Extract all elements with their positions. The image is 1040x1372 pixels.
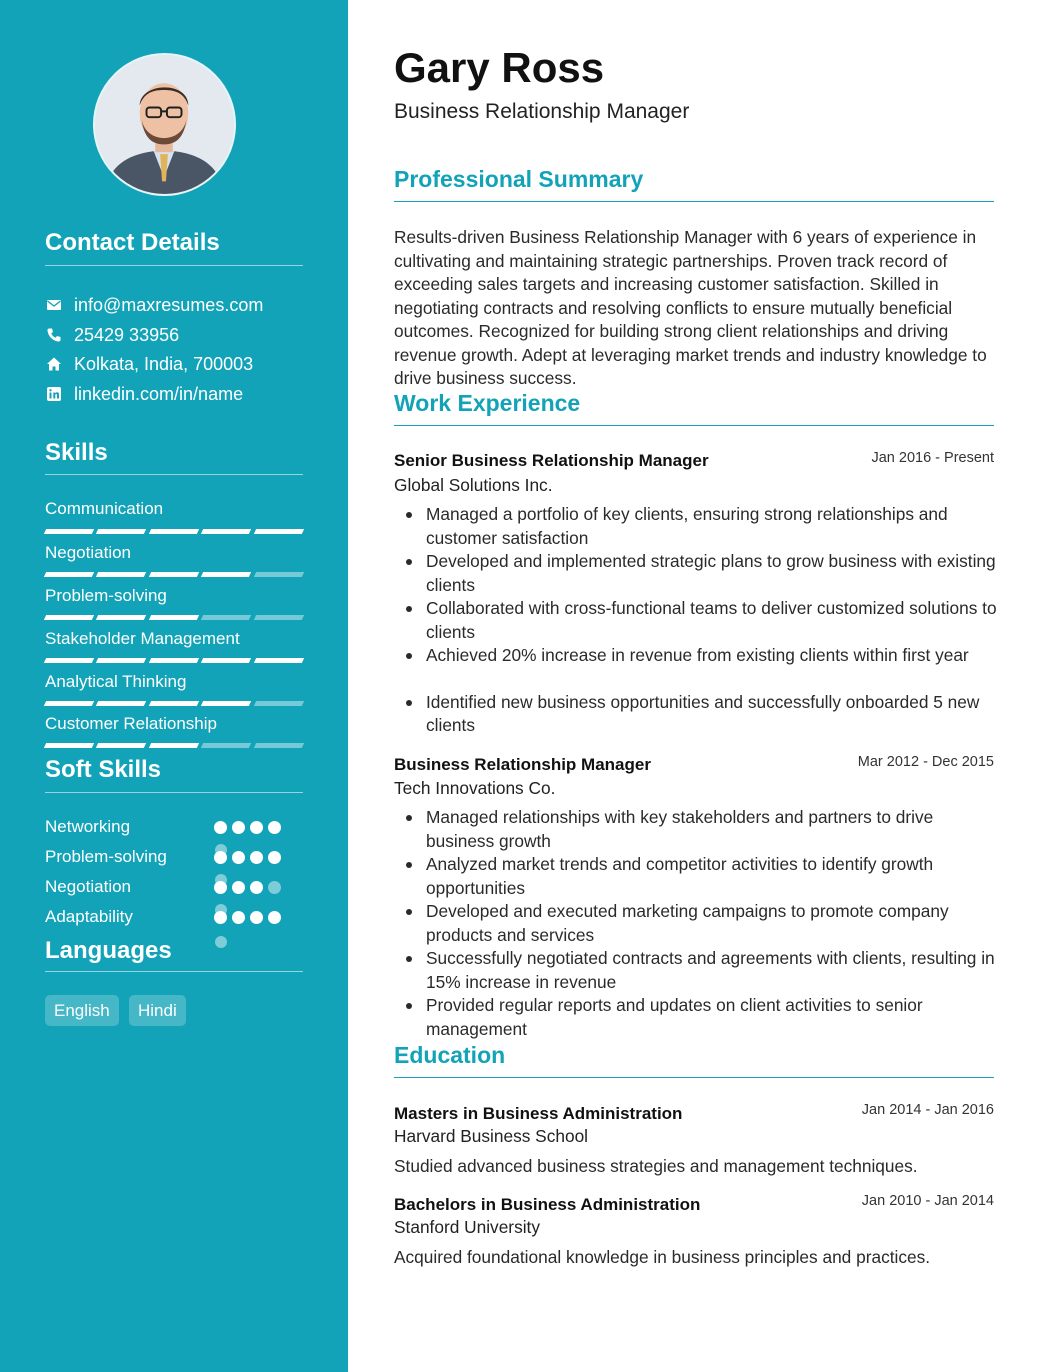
skill-level-segment [201,743,252,748]
education-heading: Education [394,1042,506,1068]
list-item: Managed relationships with key stakeholders and partners to drive business growth [426,806,998,853]
list-item: Collaborated with cross-functional teams to deliver customized solutions to clients [426,597,998,644]
list-item: Successfully negotiated contracts and agreements with clients, resulting in 15% increase in revenue [426,947,998,994]
skill-level-segment [149,615,200,620]
skill-level-segment [201,615,252,620]
skill-level-segment [96,658,147,663]
skill-level-segment [201,529,252,534]
skill-level-segment [96,701,147,706]
list-item: Identified new business opportunities and successfully onboarded 5 new clients [426,691,998,738]
person-photo-icon [95,55,234,194]
job-company: Global Solutions Inc. [394,475,553,495]
degree-dates: Jan 2014 - Jan 2016 [861,1102,994,1118]
job-bullets [426,806,998,1041]
school-name: Harvard Business School [394,1126,589,1146]
soft-skills-heading: Soft Skills [45,756,162,783]
soft-skills-divider [45,792,303,793]
rating-dot [232,881,245,894]
summary-text: Results-driven Business Relationship Manager with 6 years of experience in cultivating and maintaining strategic partnerships. Proven track record of exceeding sales targets and increasing customer satisfaction. Skilled in negotiating contracts and resolving conflicts to ensure mutually beneficial outcomes. Recognized for building strong client relationships and driving revenue growth. Adept at leveraging market trends and industry knowledge to drive business success. [394,227,987,388]
skill-level-bar [45,701,303,707]
skill-level-segment [44,743,95,748]
rating-dot [250,881,263,894]
rating-dot [250,911,263,924]
experience-heading: Work Experience [394,390,581,416]
summary-divider [394,201,994,202]
main-content [348,0,1040,1372]
rating-overflow-dot [215,904,227,916]
list-item: Achieved 20% increase in revenue from existing clients within first year [426,644,998,668]
skill-level-bar [45,658,303,664]
skill-level-segment [253,572,304,577]
rating-dot [232,911,245,924]
linkedin-icon [45,385,63,403]
skill-level-segment [253,658,304,663]
candidate-name: Gary Ross [394,44,605,91]
skill-level-segment [96,572,147,577]
degree-dates: Jan 2010 - Jan 2014 [861,1193,994,1209]
contact-linkedin[interactable] [45,383,243,405]
rating-overflow-dot [215,844,227,856]
summary-heading: Professional Summary [394,166,644,192]
skill-level-segment [253,701,304,706]
candidate-role: Business Relationship Manager [394,100,690,123]
rating-dot [214,821,227,834]
contact-linkedin-text: linkedin.com/in/name [74,383,244,404]
degree-title: Masters in Business Administration [394,1104,683,1123]
rating-dot [232,851,245,864]
contact-divider [45,265,303,266]
job-dates: Mar 2012 - Dec 2015 [857,754,994,770]
language-chip: Hindi [129,995,186,1026]
contact-email-text: info@maxresumes.com [74,294,264,315]
list-item: Developed and executed marketing campaigns to promote company products and services [426,900,998,947]
job-bullets [426,503,998,738]
contact-address [45,353,253,375]
skill-name: Customer Relationship [45,714,217,733]
skill-level-segment [44,529,95,534]
skill-name: Analytical Thinking [45,672,187,691]
languages-divider [45,971,303,972]
contact-heading: Contact Details [45,229,220,256]
sidebar [0,0,348,1372]
phone-icon [45,326,63,344]
skill-level-segment [253,743,304,748]
soft-skill-name: Problem-solving [45,847,167,866]
rating-overflow-dot [215,874,227,886]
skill-level-bar [45,529,303,535]
language-chip: English [45,995,119,1026]
soft-skill-name: Negotiation [45,877,132,896]
rating-dot [268,821,281,834]
degree-title: Bachelors in Business Administration [394,1195,701,1214]
skill-level-bar [45,743,303,749]
rating-dot [250,821,263,834]
soft-skill-name: Networking [45,817,131,836]
skill-level-segment [96,615,147,620]
list-item: Provided regular reports and updates on client activities to senior management [426,994,998,1041]
skills-divider [45,474,303,475]
skill-level-segment [149,743,200,748]
skill-level-segment [44,572,95,577]
job-title: Senior Business Relationship Manager [394,451,709,470]
list-item: Analyzed market trends and competitor activities to identify growth opportunities [426,853,998,900]
skill-level-segment [44,658,95,663]
skill-level-bar [45,572,303,578]
skill-level-segment [44,701,95,706]
skill-name: Problem-solving [45,586,167,605]
degree-description: Acquired foundational knowledge in business principles and practices. [394,1247,931,1267]
skill-level-segment [201,572,252,577]
skill-level-segment [253,529,304,534]
skill-level-bar [45,615,303,621]
soft-skill-rating [214,821,281,834]
rating-overflow-dot [215,936,227,948]
job-dates: Jan 2016 - Present [871,450,994,466]
home-icon [45,355,63,373]
school-name: Stanford University [394,1217,540,1237]
skill-level-segment [96,529,147,534]
contact-phone-text: 25429 33956 [74,324,180,345]
list-item: Managed a portfolio of key clients, ensuring strong relationships and customer satisfaction [426,503,998,550]
skill-level-segment [149,572,200,577]
rating-dot [250,851,263,864]
job-title: Business Relationship Manager [394,755,651,774]
skill-level-segment [96,743,147,748]
profile-photo [93,53,236,196]
rating-dot [268,911,281,924]
education-divider [394,1077,994,1078]
rating-dot [268,881,281,894]
rating-dot [268,851,281,864]
skill-level-segment [44,615,95,620]
soft-skill-name: Adaptability [45,907,133,926]
skill-level-segment [149,529,200,534]
contact-email[interactable] [45,294,263,316]
experience-divider [394,425,994,426]
skill-level-segment [201,658,252,663]
skill-level-segment [149,658,200,663]
skills-heading: Skills [45,439,108,466]
skill-level-segment [201,701,252,706]
skill-level-segment [253,615,304,620]
languages-heading: Languages [45,937,172,964]
list-item: Developed and implemented strategic plans to grow business with existing clients [426,550,998,597]
rating-dot [232,821,245,834]
skill-name: Stakeholder Management [45,629,240,648]
degree-description: Studied advanced business strategies and management techniques. [394,1156,918,1176]
skill-name: Communication [45,499,164,518]
skill-name: Negotiation [45,543,132,562]
job-company: Tech Innovations Co. [394,778,556,798]
contact-phone[interactable] [45,324,179,346]
contact-address-text: Kolkata, India, 700003 [74,353,254,374]
skill-level-segment [149,701,200,706]
envelope-icon [45,296,63,314]
